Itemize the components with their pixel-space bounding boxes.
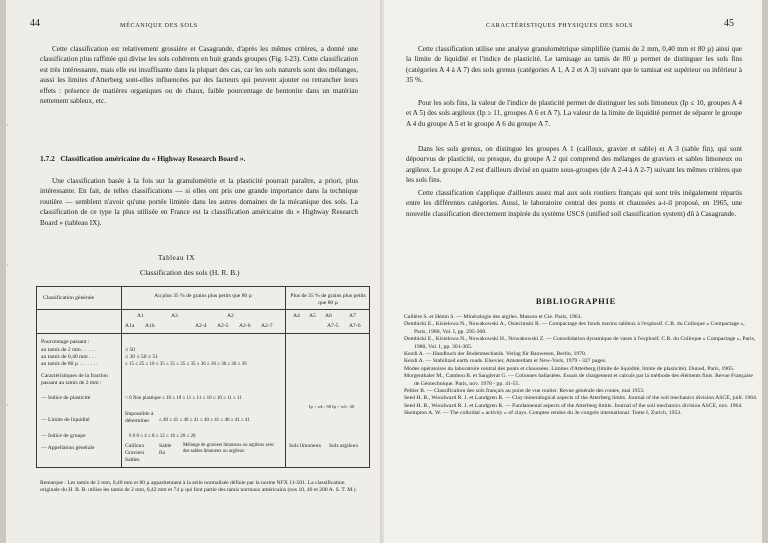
paragraph: Dans les sols grenus, on distingue les groupes A 1 (cailloux, gravier et sable) et A 3 (sable fin), qui sont dépourvus de plasticité, ou presque, du groupe A 2 qui comprend des mélanges de graviers et sables limoneux ou argileux. Le groupe A 2 est d'ailleurs divisé en quatre sous-groupes (de A 2-4 à A 2-7) suivant les mêmes critères que les sols fins. xyxy=(406,145,742,185)
table-cell: Sols argileux xyxy=(329,443,359,449)
subgroup-a1b: A1b xyxy=(145,323,155,329)
bibliography-entry: Dembicki E., Kisielowa N., Nowakowski H., Nowakowski Z. — Consolidation dynamique de vases à l'explosif. C.R. du Colloque « Compactage », Paris, 1980, Vol. I, pp. 301-305. xyxy=(404,336,756,350)
subgroup-a2-4: A2-4 xyxy=(195,323,207,329)
subgroup-a2-7: A2-7 xyxy=(261,323,273,329)
paragraph: Une classification basée à la fois sur la granulométrie et la plasticité pourrait paraître, a priori, plus intéressante. En fait, de telles classifications — si elles ont pris une grande importance dans la technique routière — semblent n'avoir qu'une portée limitée dans les autres domaines de la mécanique des sols. La classification de ce type la plus utilisée en France est la classification américaine du « Highway Research Board » (tableau IX). xyxy=(40,177,358,227)
row-label: Pourcentage passant : xyxy=(41,339,90,345)
row-label: — Appellation générale xyxy=(41,445,95,451)
running-head: MÉCANIQUE DES SOLS xyxy=(120,22,198,29)
group-a7: A7 xyxy=(349,313,356,319)
subgroup-a7-6: A7-6 xyxy=(349,323,361,329)
subgroup-a2-6: A2-6 xyxy=(239,323,251,329)
table-caption: Classification des sols (H. R. B.) xyxy=(140,268,240,277)
paragraph: Cette classification est relativement grossière et Casagrande, d'après les mêmes critères, a donné une classification plus raffinée qui divise les sols cohérents en huit grands groupes (Fig. I-23). Cette classification est très intéressante, mais elle est insuffisante dans la plupart des cas, car les sols naturels sont des mélanges, aussi les limites d'Atterberg sont-elles influencées par des facteurs qui peuvent ajouter ou retrancher leurs effets : présence de matières organiques ou de chaux, faible pourcentage de bentonite dans un matériau nettement sableux, etc. xyxy=(40,45,358,106)
bibliography-entry: Peltier R. — Classification des sols français au point de vue routier. Revue générale des routes, mai 1953. xyxy=(404,388,645,395)
row-label: au tamis de 2 mm . . . . . xyxy=(41,347,95,353)
bibliography-entry: Seed H. B., Woodward R. J. et Lundgren R. — Fundamental aspects of the Atterberg limits. Journal of the soil mechanics division ASCE, nov. 1964. xyxy=(404,402,743,409)
paragraph: Pour les sols fins, la valeur de l'indice de plasticité permet de distinguer les sols limoneux (Ip ≤ 10, groupes A 4 et A 5) des sols argileux (Ip ≥ 11, groupes A 6 et A 7). La valeur de la limite de liquidité permet de séparer le groupe A 4 du groupe A 5 et le groupe A 6 du groupe A 7. xyxy=(406,99,742,128)
right-page xyxy=(384,0,768,543)
table-cell: 0 0 0 ≤ 4 ≤ 8 ≤ 12 ≤ 16 ≤ 20 ≤ 20 xyxy=(129,434,196,439)
classification-table xyxy=(36,286,370,468)
bibliography-entry: Seed H. B., Woodward R. J. et Lundgren R. — Clay mineralogical aspects of the Atterberg limits. Journal of the soil mechanics division ASCE, juill. 1964. xyxy=(404,395,758,402)
group-a3: A3 xyxy=(171,313,178,319)
bibliography-entry: Morgenthaler M., Cambou B. et Sanglerat G. — Colonnes ballastées. Essais de chargement et calculs par la méthode des éléments finis. Revue Française de Géotechnique. Paris, nov. 1978 - pp. 41-55. xyxy=(404,373,753,387)
page-edge xyxy=(0,0,6,543)
bibliography-entry: Caillère S. et Hénin S. — Minéralogie des argiles. Masson et Cie. Paris, 1963. xyxy=(404,314,582,320)
page-number: 45 xyxy=(724,18,734,29)
punch-hole: · xyxy=(6,260,9,270)
row-label: — Indice de groupe xyxy=(41,433,86,439)
table-cell: Ip < wL−30 Ip > wL−30 xyxy=(309,404,355,409)
row-label: Caractéristiques de la fraction passant au tamis de 2 mm : xyxy=(41,373,108,386)
group-a1: A1 xyxy=(137,313,144,319)
table-cell: Sols limoneux xyxy=(289,443,322,449)
subgroup-a7-5: A7-5 xyxy=(327,323,339,329)
table-rule xyxy=(285,287,286,467)
table-cell: ≤ 15 ≤ 25 ≤ 10 ≤ 35 ≤ 35 ≤ 35 ≤ 35 ≥ 36 ≥ 36 ≥ 36 ≥ 36 ≥ 36 xyxy=(125,362,247,367)
page-number: 44 xyxy=(30,18,40,29)
table-label: Tableau IX xyxy=(158,254,196,262)
table-cell: Cailloux Graviers Sables xyxy=(125,443,145,463)
group-a2: A2 xyxy=(227,313,234,319)
group-a6: A6 xyxy=(325,313,332,319)
section-title: Classification américaine du « Highway Research Board ». xyxy=(60,154,246,163)
punch-hole: · xyxy=(6,400,9,410)
row-label: au tamis de 0,40 mm . . . xyxy=(41,354,97,360)
row-label: — Limite de liquidité xyxy=(41,417,90,423)
bibliography-list xyxy=(404,314,758,418)
table-cell: ≤ 40 ≥ 41 ≤ 40 ≥ 41 ≤ 40 ≥ 41 ≤ 40 ≥ 41 ≥ 41 xyxy=(159,418,250,423)
paragraph: Cette classification s'applique d'ailleurs assez mal aux sols routiers français qui sont très inégalement répartis entre les différentes catégories. Aussi, le laboratoire central des ponts et chaussées a-t-il proposé, en 1965, une nouvelle classification directement inspirée du système USCS (unified soil classification system) dû à Casagrande. xyxy=(406,189,742,218)
paragraph: Cette classification utilise une analyse granulométrique simplifiée (tamis de 2 mm, 0,40 mm et 80 µ) ainsi que la limite de liquidité et l'indice de plasticité. Le tamisage au tamis de 80 µ permet de distinguer les sols fins (catégories A 4 à A 7) des sols grenus (catégories A 1, A 2 et A 3) suivant que le tamisat est supérieur ou inférieur à 35 %. xyxy=(406,45,742,85)
table-cell: Impossible à déterminer xyxy=(125,411,154,424)
table-rule xyxy=(37,333,369,334)
table-cell: ≤ 50 xyxy=(125,347,136,353)
row-label: au tamis de 80 µ . . . . . . . xyxy=(41,361,98,367)
table-cell: Mélange de graviers limoneux ou argileux avec des sables limoneux ou argileux xyxy=(183,443,275,454)
table-rule xyxy=(121,287,122,467)
running-head: CARACTÉRISTIQUES PHYSIQUES DES SOLS xyxy=(486,22,634,29)
table-header-fines-gt35: Plus de 35 % de grains plus petits que 80 µ xyxy=(290,293,366,306)
table-cell: < 6 Non plastique ≤ 10 ≤ 10 ≥ 11 ≥ 11 ≤ 10 ≤ 10 ≥ 11 ≥ 11 xyxy=(125,396,242,401)
group-a4: A4 xyxy=(293,313,300,319)
group-a5: A5 xyxy=(309,313,316,319)
table-rule xyxy=(37,309,369,310)
table-header-fines-le35: Au plus 35 % de grains plus petits que 80 µ xyxy=(154,293,252,299)
table-remark: Remarque : Les tamis de 2 mm, 0,40 mm et 80 µ appartiennent à la série normalisée définie par la norme NFX 11-501. La classification originale du H. R. B. utilise les tamis de 2 mm, 0,42 mm et 74 µ qui font partie des tamis normaux américains (nos 10, 40 et 200 A. S. T. M.). xyxy=(40,480,357,494)
table-cell: Sable fin xyxy=(159,443,172,456)
bibliography-title: BIBLIOGRAPHIE xyxy=(535,296,617,306)
subgroup-a2-5: A2-5 xyxy=(217,323,229,329)
section-number: 1.7.2 xyxy=(40,154,55,163)
bibliography-entry: Kezdi A. — Stabilized earth roads. Elsevier, Amsterdam et New-York, 1979 - 327 pages. xyxy=(404,358,607,365)
bibliography-entry: Kezdi A. — Handbuch der Bodenmechanik. Verlag für Bauwesen, Berlin, 1970. xyxy=(404,351,587,358)
row-label: — Indice de plasticité xyxy=(41,395,91,401)
punch-hole: · xyxy=(6,120,9,130)
table-header-general: Classification générale xyxy=(43,295,95,301)
bibliography-entry: Modes opératoires du laboratoire central des ponts et chaussées. Limites d'Atterberg (limite de liquidité, limite de plasticité). Dunod, Paris, 1965. xyxy=(404,365,735,372)
page-edge xyxy=(762,0,768,543)
table-cell: ≤ 30 ≤ 50 ≥ 51 xyxy=(125,354,158,360)
section-heading xyxy=(40,154,245,163)
bibliography-entry: Dembicki E., Kisielowa N., Nowakowski A., Osiecimski R. — Compactage des fonds marins sableux à l'explosif. C.R. du Colloque « Compactage », Paris, 1980, Vol. I, pp. 295-300. xyxy=(404,321,745,335)
subgroup-a1a: A1a xyxy=(125,323,135,329)
bibliography-entry: Skempton A. W. — The colloidal « activity » of clays. Comptes rendus du 3e congrès international. Tome I, Zurich, 1953. xyxy=(404,410,682,417)
